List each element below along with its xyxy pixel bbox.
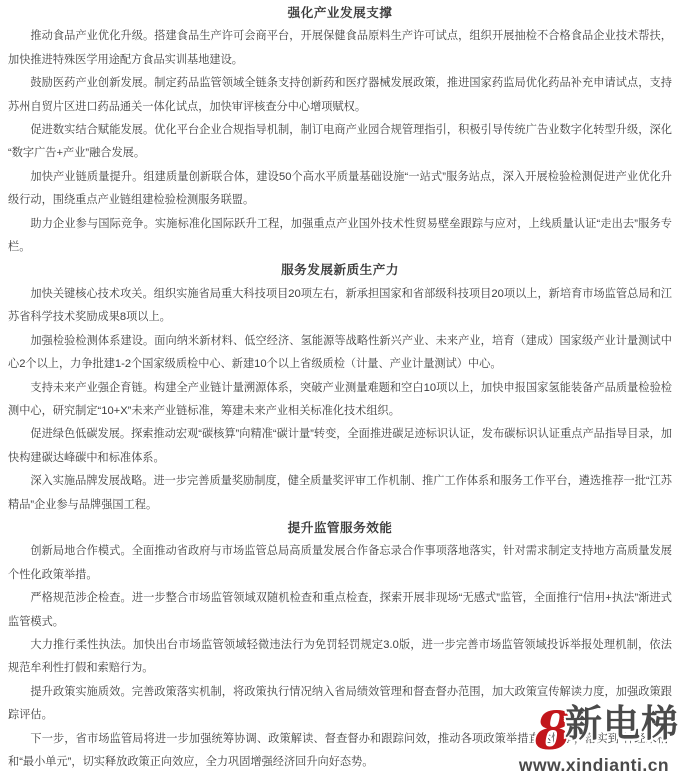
paragraph: 严格规范涉企检查。进一步整合市场监管领域双随机检查和重点检查，探索开展非现场“无感式”监管，全面推行“信用+执法”渐进式监管模式。: [8, 592, 672, 628]
section-heading-3: 提升监管服务效能: [287, 520, 393, 535]
section-heading-1: 强化产业发展支撑: [287, 6, 393, 20]
paragraph: 推动食品产业优化升级。搭建食品生产许可会商平台，开展保健食品原料生产许可试点，组织开展抽检不合格食品企业技术帮扶，加快推进特殊医学用途配方食品实训基地建设。: [8, 30, 672, 66]
paragraph: 下一步，省市场监管局将进一步加强统筹协调、政策解读、督查督办和跟踪问效，推动各项政策举措直达快享，落实到“神经末梢”和“最小单元”，切实释放政策正向效应，全力巩固增强经济回升向好态势。: [8, 732, 672, 768]
paragraph: 加快关键核心技术攻关。组织实施省局重大科技项目20项左右，新承担国家和省部级科技项目20项以上，新培育市场监管总局和江苏省科学技术奖励成果8项以上。: [8, 287, 672, 324]
watermark-brand-text: 新电梯: [565, 703, 679, 744]
paragraph: 支持未来产业强企育链。构建全产业链计量溯源体系，突破产业测量难题和空白10项以上，加快申报国家氢能装备产品质量检验检测中心，研究制定“10+X”未来产业链标准，筹建未来产业相关标准化技术组织。: [8, 381, 672, 417]
logo-ribbon-eight-icon: 8: [534, 701, 571, 762]
paragraph: 加快产业链质量提升。组建质量创新联合体，建设50个高水平质量基础设施“一站式”服务站点，深入开展检验检测促进产业优化升级行动，围绕重点产业链组建检验检测服务联盟。: [8, 170, 672, 207]
paragraph: 大力推行柔性执法。加快出台市场监管领域轻微违法行为免罚轻罚规定3.0版，进一步完善市场监管领域投诉举报处理机制，依法规范牟利性打假和索赔行为。: [8, 638, 672, 675]
paragraph: 创新局地合作模式。全面推动省政府与市场监管总局高质量发展合作备忘录合作事项落地落实，针对需求制定支持地方高质量发展个性化政策举措。: [8, 545, 672, 581]
paragraph: 提升政策实施质效。完善政策落实机制，将政策执行情况纳入省局绩效管理和督查督办范围，加大政策宣传解读力度，加强政策跟踪评估。: [8, 685, 672, 722]
paragraph: 助力企业参与国际竞争。实施标准化国际跃升工程，加强重点产业国外技术性贸易壁垒跟踪与应对，上线质量认证“走出去”服务专栏。: [8, 217, 672, 254]
watermark-website-text: www.xindianti.cn: [518, 755, 670, 775]
paragraph: 促进数实结合赋能发展。优化平台企业合规指导机制，制订电商产业园合规管理指引，积极引导传统广告业数字化转型升级，深化“数字广告+产业”融合发展。: [8, 124, 672, 160]
paragraph: 鼓励医药产业创新发展。制定药品监管领域全链条支持创新药和医疗器械发展政策，推进国家药监局优化药品补充申请试点，支持苏州自贸片区进口药品通关一体化试点，加快审评核查分中心增项赋权。: [8, 77, 672, 113]
paragraph: 促进绿色低碳发展。探索推动宏观“碳核算”向精准“碳计量”转变，全面推进碳足迹标识认证，发布碳标识认证重点产品指导目录，加快构建碳达峰碳中和标准体系。: [8, 428, 672, 464]
paragraph: 深入实施品牌发展战略。进一步完善质量奖励制度，健全质量奖评审工作机制、推广工作体系和服务工作平台，遴选推荐一批“江苏精品”企业参与品牌强国工程。: [8, 475, 672, 511]
section-heading-2: 服务发展新质生产力: [281, 263, 399, 278]
paragraph: 加强检验检测体系建设。面向纳米新材料、低空经济、氢能源等战略性新兴产业、未来产业，培育（建成）国家级产业计量测试中心2个以上，力争批建1-2个国家级质检中心、新建10个以上省级质检（计量、产业计量测试）中心。: [8, 334, 672, 371]
